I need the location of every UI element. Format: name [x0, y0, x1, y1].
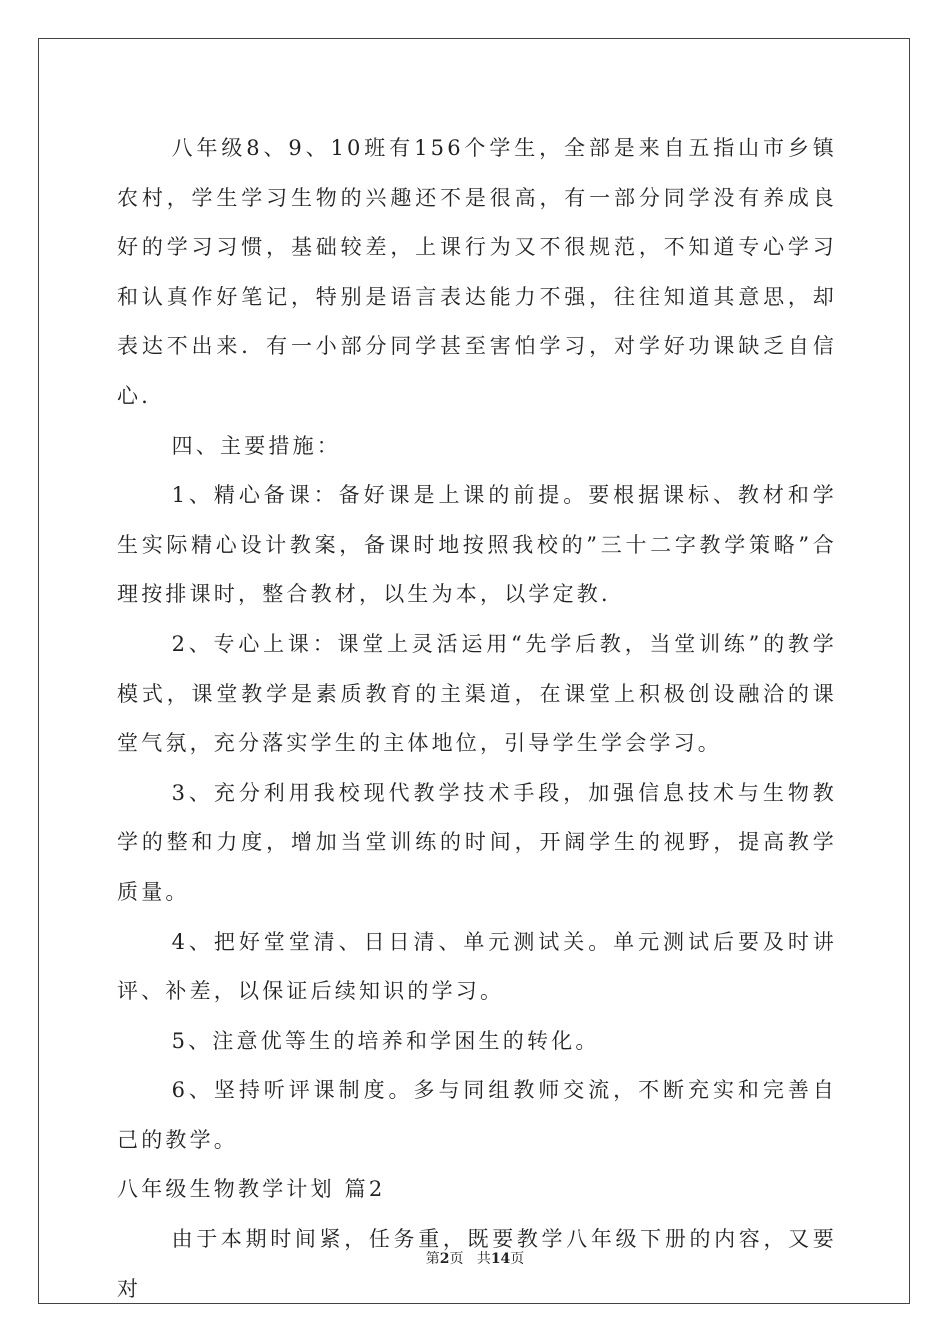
section-heading-main-measures: 四、主要措施：: [171, 433, 341, 458]
total-prefix: 共: [476, 1251, 491, 1267]
page-prefix: 第: [425, 1251, 440, 1267]
page-suffix: 页: [449, 1251, 464, 1267]
paragraph-student-situation: 八年级8、9、10班有156个学生，全部是来自五指山市乡镇农村，学生学习生物的兴趣还不是很高，有一部分同学没有养成良好的学习习惯，基础较差，上课行为又不很规范，不知道专心学习和认真作好笔记，特别是语言表达能力不强，往往知道其意思，却表达不出来．有一小部分同学甚至害怕学习，对学好功课缺乏自信心．: [117, 136, 837, 408]
total-suffix: 页: [510, 1251, 525, 1267]
paragraph-measure-4: 4、把好堂堂清、日日清、单元测试关。单元测试后要及时讲评、补差，以保证后续知识的学习。: [117, 929, 837, 1004]
section-title-part-2: 八年级生物教学计划 篇2: [117, 1177, 386, 1202]
paragraph-measure-5: 5、注意优等生的培养和学困生的转化。: [171, 1028, 600, 1053]
paragraph-part-2-intro: 由于本期时间紧，任务重，既要教学八年级下册的内容，又要对: [117, 1227, 837, 1301]
paragraph-measure-6: 6、坚持听评课制度。多与同组教师交流，不断充实和完善自己的教学。: [117, 1078, 837, 1152]
document-body: [117, 124, 837, 1314]
paragraph-measure-2: 2、专心上课：课堂上灵活运用“先学后教，当堂训练”的教学模式，课堂教学是素质教育的主渠道，在课堂上积极创设融洽的课堂气氛，充分落实学生的主体地位，引导学生学会学习。: [117, 631, 837, 756]
page-number: 2: [439, 1251, 450, 1267]
total-pages: 14: [490, 1251, 511, 1267]
page-footer: [0, 1248, 950, 1268]
paragraph-measure-3: 3、充分利用我校现代教学技术手段，加强信息技术与生物教学的整和力度，增加当堂训练的时间，开阔学生的视野，提高教学质量。: [117, 780, 837, 904]
paragraph-measure-1: 1、精心备课：备好课是上课的前提。要根据课标、教材和学生实际精心设计教案，备课时地按照我校的”三十二字教学策略”合理按排课时，整合教材，以生为本，以学定教．: [117, 483, 837, 607]
